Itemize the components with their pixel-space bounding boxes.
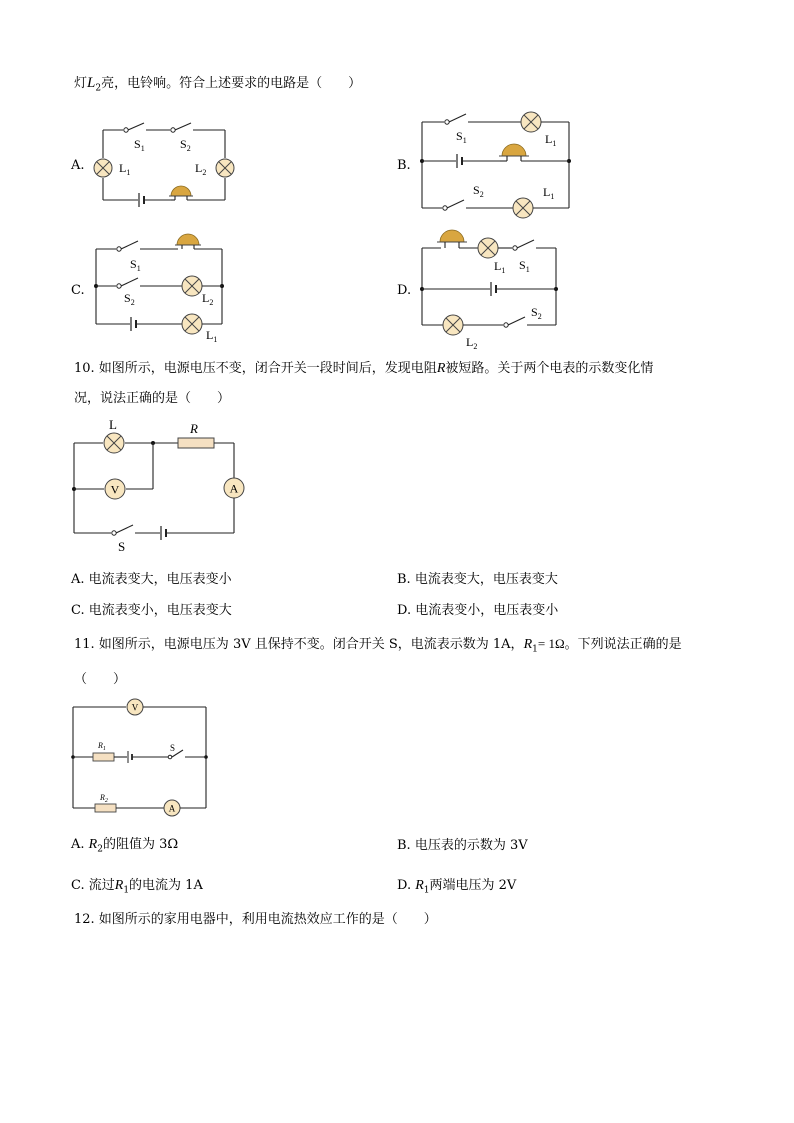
svg-text:L2: $L_2$ — [466, 335, 478, 351]
question-12-line-1: 12. 如图所示的家用电器中，利用电流热效应工作的是（ ） — [74, 912, 437, 927]
svg-text:S2: $S_2$ — [180, 137, 191, 153]
q10-option-c[interactable]: C. 电流表变小，电压表变大 — [71, 603, 232, 618]
svg-text:S: S — [118, 539, 126, 554]
svg-text:L1: $L_1$ — [543, 185, 555, 201]
resistor-r2-icon — [95, 804, 116, 812]
question-10-line-2: 况，说法正确的是（ ） — [74, 391, 231, 406]
svg-text:L1: $L_1$ — [119, 161, 131, 177]
q11-option-b[interactable]: B. 电压表的示数为 3V — [397, 838, 528, 853]
svg-text:V: V — [110, 482, 120, 497]
q9-option-a-label: A. — [71, 158, 85, 173]
svg-text:S2: $S_2$ — [124, 291, 135, 307]
resistor-r1-icon — [93, 753, 114, 761]
svg-text:V: V — [131, 702, 139, 713]
voltmeter-icon — [127, 699, 143, 715]
svg-text:A: A — [168, 803, 176, 814]
q11-option-c[interactable]: C. 流过$R_1$的电流为 1A — [71, 878, 203, 896]
q10-option-d[interactable]: D. 电流表变小，电压表变小 — [397, 603, 559, 618]
svg-text:L2: $L_2$ — [195, 161, 207, 177]
question-11-line-2: （ ） — [74, 672, 127, 687]
svg-text:S1: $S_1$ — [130, 257, 141, 273]
q11-option-d[interactable]: D. $R_1$两端电压为 2V — [397, 878, 517, 896]
svg-text:R1: $R_1$ — [98, 741, 106, 752]
q11-option-a[interactable]: A. $R_2$的阻值为 3Ω — [71, 837, 179, 855]
svg-text:S1: $S_1$ — [456, 129, 467, 145]
q9-option-b-label: B. — [397, 158, 411, 173]
svg-text:A: A — [229, 481, 239, 496]
q10-option-a[interactable]: A. 电流表变大，电压表变小 — [71, 572, 232, 587]
svg-text:L2: $L_2$ — [202, 291, 214, 307]
svg-text:R2: $R_2$ — [100, 793, 108, 804]
svg-text:S1: $S_1$ — [519, 258, 530, 274]
q10-option-b[interactable]: B. 电流表变大，电压表变大 — [397, 572, 558, 587]
question-9-continuation: 灯$L_2$亮，电铃响。符合上述要求的电路是（ ） — [74, 75, 362, 94]
svg-text:S2: $S_2$ — [473, 183, 484, 199]
question-11-line-1: 11. 如图所示，电源电压为 3V 且保持不变。闭合开关 S，电流表示数为 1A，$R_1= 1\Omega$。下列说法正确的是 — [74, 636, 682, 655]
q9-option-d-label: D. — [397, 283, 412, 298]
q9-option-c-label: C. — [71, 283, 85, 298]
svg-text:L1: $L_1$ — [206, 328, 218, 344]
svg-text:L1: $L_1$ — [545, 132, 557, 148]
svg-text:S: S — [170, 743, 176, 753]
svg-text:S2: $S_2$ — [531, 305, 542, 321]
ammeter-icon — [164, 800, 180, 816]
svg-text:L1: $L_1$ — [494, 259, 506, 275]
svg-text:S1: $S_1$ — [134, 137, 145, 153]
svg-text:L: L — [109, 417, 117, 432]
svg-text:R: R — [190, 421, 198, 436]
question-10-line-1: 10. 如图所示，电源电压不变，闭合开关一段时间后，发现电阻R被短路。关于两个电表的示数变化情 — [74, 361, 654, 376]
